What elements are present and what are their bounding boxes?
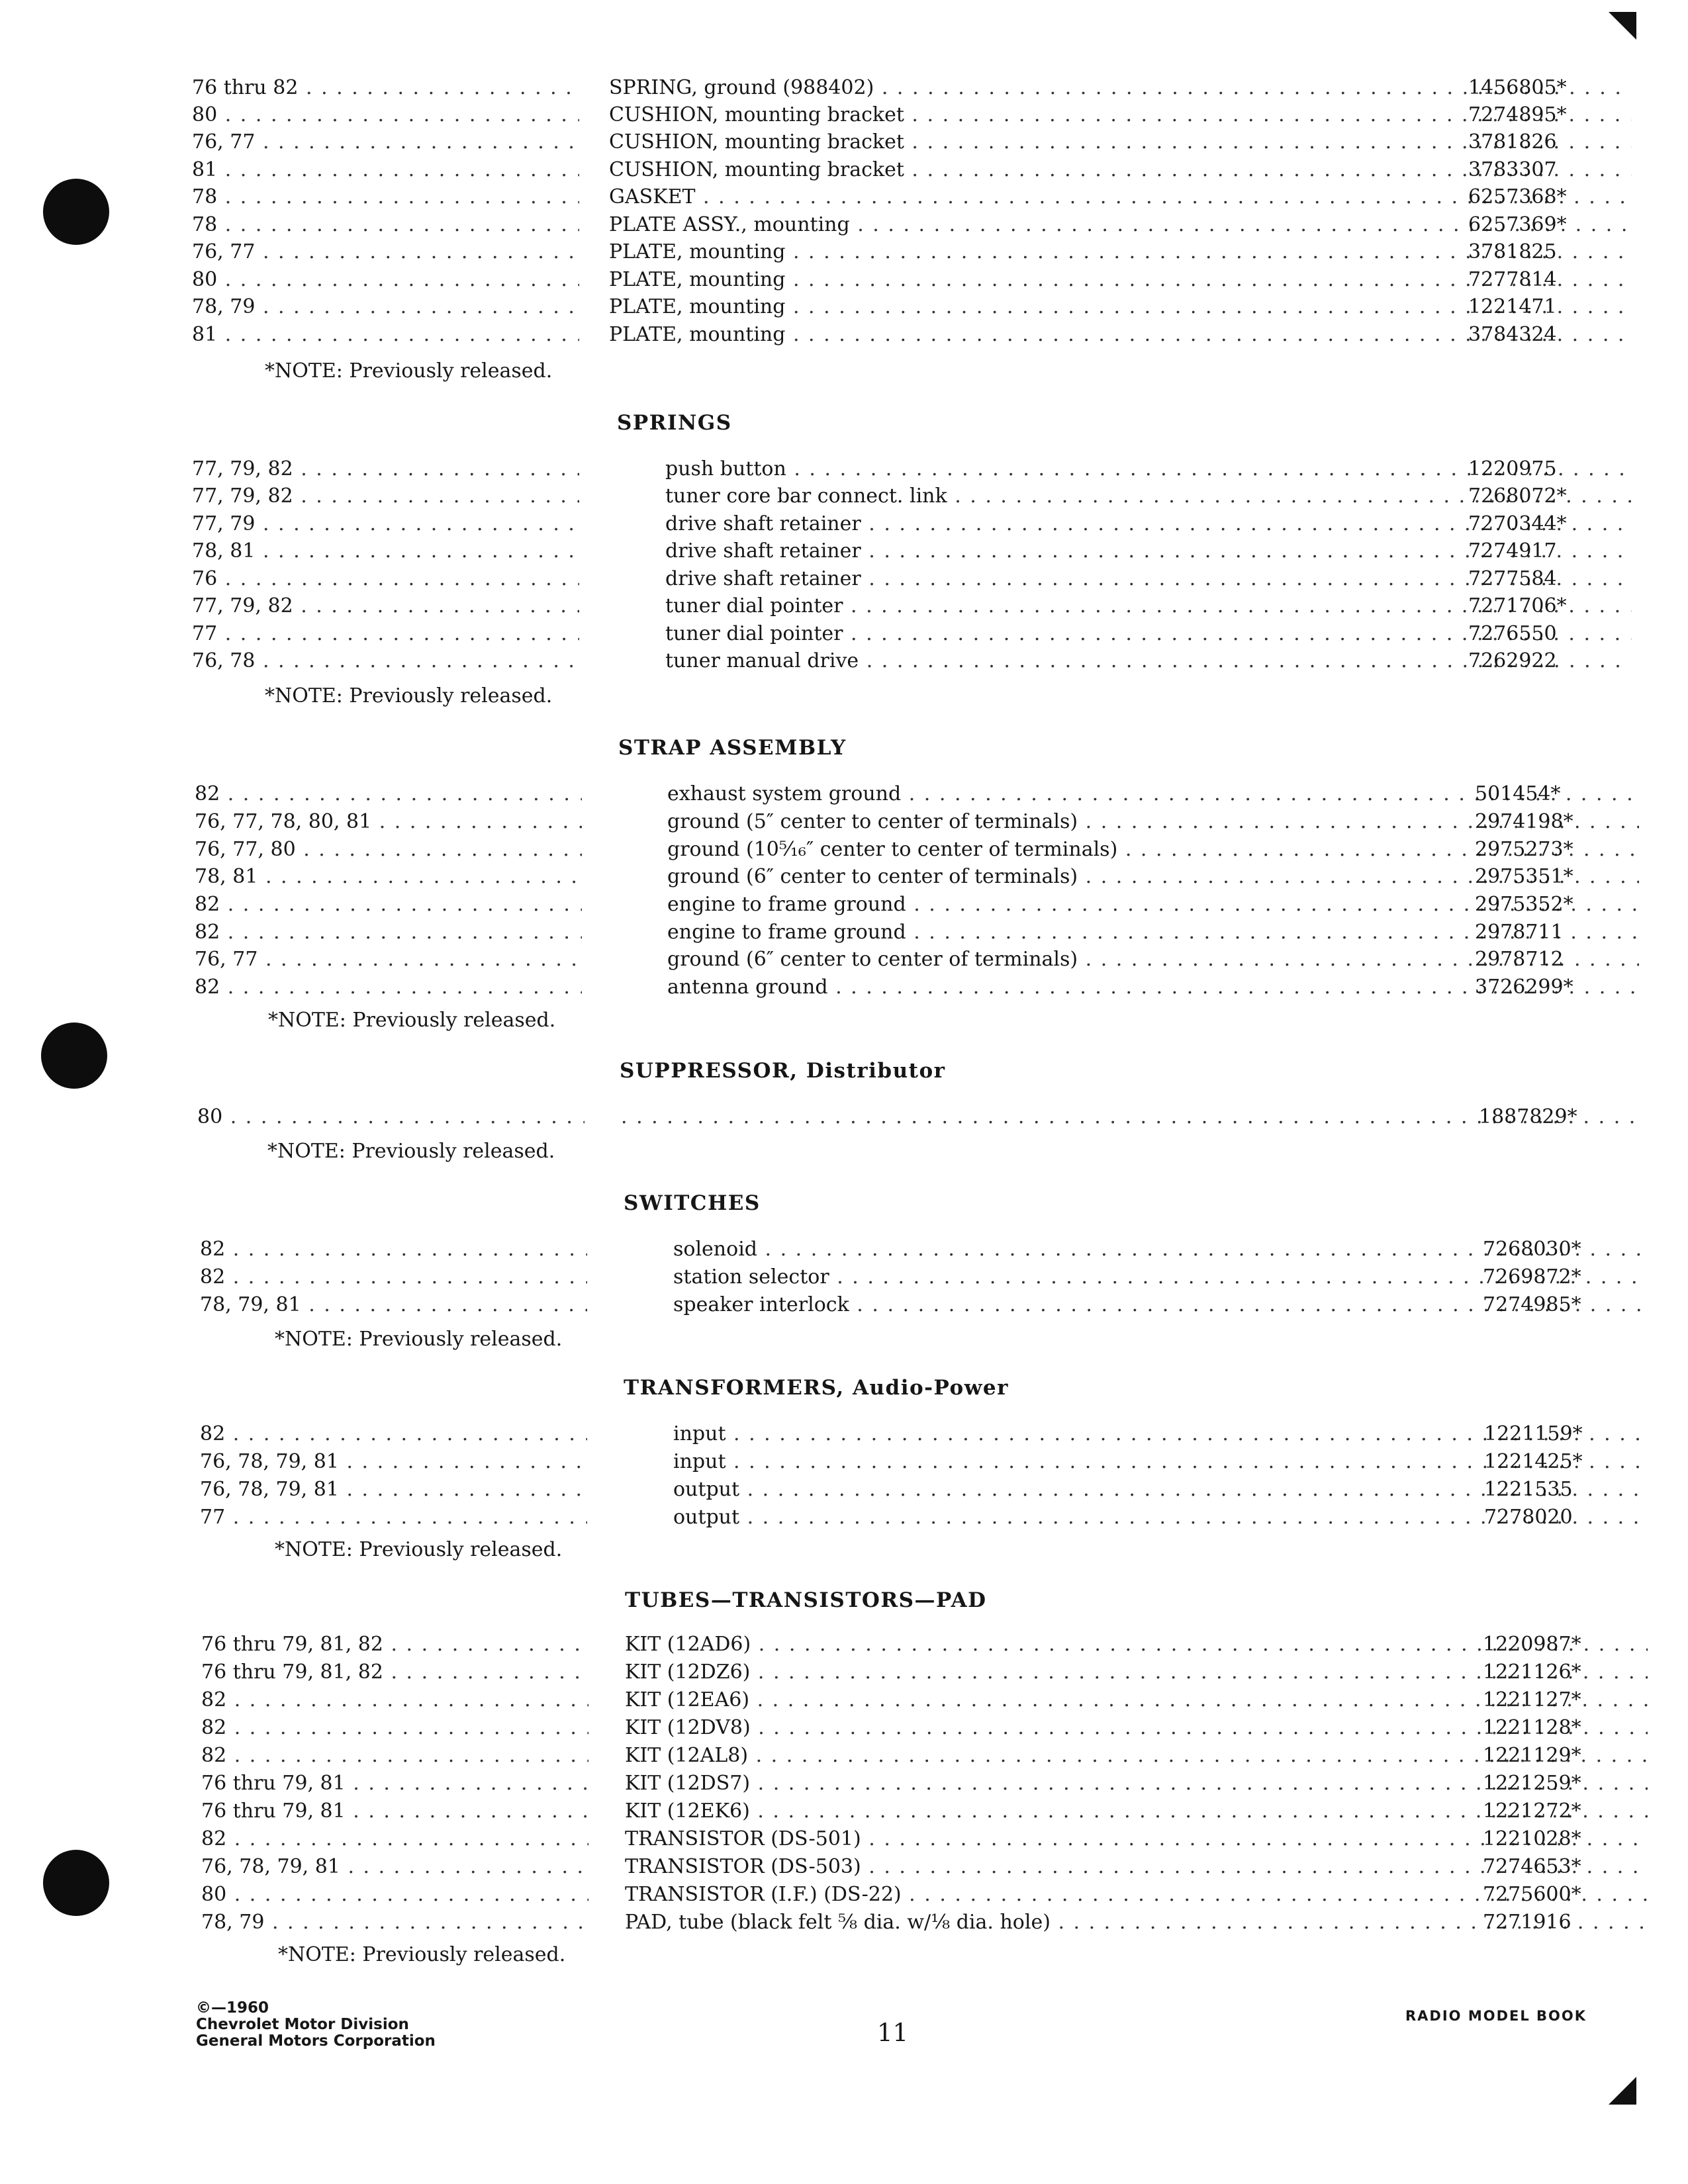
- previously-released-note: *NOTE: Previously released.: [265, 684, 553, 707]
- part-number: 7278020: [1484, 1506, 1573, 1529]
- part-number: 7275600*: [1483, 1883, 1581, 1906]
- part-number: 7277584: [1468, 567, 1557, 590]
- binder-hole: [43, 179, 109, 245]
- part-description: ground (6″ center to center of terminals) . . .: [667, 864, 1639, 890]
- part-number: 3781825: [1468, 240, 1557, 263]
- model-numbers: 78, 81 . . .: [192, 538, 579, 565]
- previously-released-note: *NOTE: Previously released.: [268, 1009, 556, 1032]
- model-numbers: 80 . . .: [201, 1882, 588, 1908]
- part-description: speaker interlock . . .: [673, 1292, 1646, 1318]
- part-description: drive shaft retainer . . .: [665, 538, 1632, 565]
- model-numbers: 76 thru 82 . . .: [192, 75, 579, 101]
- part-number: 7276550: [1468, 622, 1557, 645]
- model-numbers: 76 thru 79, 81, 82 . . .: [201, 1659, 588, 1686]
- model-numbers: 76, 77 . . .: [192, 239, 579, 265]
- model-numbers: 76 thru 79, 81 . . .: [201, 1770, 588, 1797]
- model-numbers: 77 . . .: [200, 1504, 587, 1531]
- part-description: solenoid . . .: [673, 1236, 1646, 1263]
- part-number: 1221272*: [1483, 1799, 1581, 1823]
- model-numbers: 77, 79 . . .: [192, 511, 579, 537]
- model-numbers: 82 . . .: [200, 1421, 587, 1447]
- part-description: output . . .: [673, 1477, 1646, 1503]
- part-description: TRANSISTOR (I.F.) (DS-22) . . .: [625, 1882, 1648, 1908]
- part-description: output . . .: [673, 1504, 1646, 1531]
- part-number: 1220987*: [1483, 1633, 1581, 1656]
- part-description: KIT (12DZ6) . . .: [625, 1659, 1648, 1686]
- part-description: tuner core bar connect. link . . .: [665, 483, 1632, 510]
- part-number: 3781826: [1468, 130, 1557, 154]
- part-number: 3783307: [1468, 158, 1557, 181]
- model-numbers: 76 . . .: [192, 566, 579, 592]
- previously-released-note: *NOTE: Previously released.: [275, 1538, 563, 1561]
- section-heading: TRANSFORMERS, Audio-Power: [624, 1376, 1009, 1400]
- part-description: PAD, tube (black felt ⁵⁄₈ dia. w/¹⁄₈ dia. hole) . . .: [625, 1909, 1648, 1936]
- part-description: ground (5″ center to center of terminals) . . .: [667, 809, 1639, 835]
- model-numbers: 82 . . .: [195, 891, 582, 918]
- part-number: 7274653*: [1483, 1855, 1581, 1878]
- part-number: 2978712: [1475, 948, 1564, 971]
- part-number: 7268030*: [1483, 1238, 1581, 1261]
- model-numbers: 76 thru 79, 81 . . .: [201, 1798, 588, 1825]
- part-number: 7274917: [1468, 539, 1557, 563]
- part-number: 6257369*: [1468, 213, 1567, 236]
- model-numbers: 80 . . .: [192, 267, 579, 293]
- model-numbers: 78 . . .: [192, 184, 579, 210]
- part-description: TRANSISTOR (DS-501) . . .: [625, 1826, 1648, 1852]
- model-numbers: 76, 78, 79, 81 . . .: [201, 1854, 588, 1880]
- part-number: 2974198*: [1475, 810, 1573, 833]
- previously-released-note: *NOTE: Previously released.: [267, 1140, 555, 1163]
- part-number: 1221471: [1468, 295, 1557, 318]
- part-number: 2975273*: [1475, 838, 1573, 861]
- binder-hole: [41, 1023, 107, 1089]
- part-number: 6257368*: [1468, 185, 1567, 208]
- model-numbers: 82 . . .: [201, 1743, 588, 1769]
- model-numbers: 82 . . .: [200, 1236, 587, 1263]
- model-numbers: 77, 79, 82 . . .: [192, 483, 579, 510]
- part-number: 1221129*: [1483, 1744, 1581, 1767]
- part-description: KIT (12DS7) . . .: [625, 1770, 1648, 1797]
- part-description: tuner dial pointer . . .: [665, 621, 1632, 647]
- model-numbers: 78, 79 . . .: [192, 294, 579, 320]
- part-description: tuner manual drive . . .: [665, 648, 1632, 674]
- model-numbers: 82 . . .: [201, 1826, 588, 1852]
- part-number: 7274985*: [1483, 1293, 1581, 1316]
- part-description: drive shaft retainer . . .: [665, 511, 1632, 537]
- part-description: push button . . .: [665, 456, 1632, 482]
- part-description: CUSHION, mounting bracket . . .: [609, 129, 1632, 156]
- part-description: input . . .: [673, 1449, 1646, 1475]
- model-numbers: 78, 79 . . .: [201, 1909, 588, 1936]
- model-numbers: 76, 77 . . .: [192, 129, 579, 156]
- part-number: 1221126*: [1483, 1661, 1581, 1684]
- previously-released-note: *NOTE: Previously released.: [278, 1943, 566, 1966]
- part-number: 1221128*: [1483, 1716, 1581, 1739]
- part-description: input . . .: [673, 1421, 1646, 1447]
- part-number: 7268072*: [1468, 484, 1567, 508]
- part-description: antenna ground . . .: [667, 974, 1639, 1001]
- model-numbers: 76, 78, 79, 81 . . .: [200, 1477, 587, 1503]
- model-numbers: 82 . . .: [201, 1687, 588, 1713]
- part-description: station selector . . .: [673, 1264, 1646, 1291]
- section-heading: SPRINGS: [617, 411, 732, 435]
- part-number: 7271916: [1483, 1911, 1571, 1934]
- model-numbers: 80 . . .: [192, 102, 579, 128]
- part-number: 7277814: [1468, 268, 1557, 291]
- part-description: tuner dial pointer . . .: [665, 593, 1632, 619]
- model-numbers: 76, 78, 79, 81 . . .: [200, 1449, 587, 1475]
- model-numbers: 76 thru 79, 81, 82 . . .: [201, 1631, 588, 1658]
- part-number: 1456805*: [1468, 76, 1567, 99]
- section-heading: TUBES—TRANSISTORS—PAD: [625, 1588, 987, 1612]
- model-numbers: 82 . . .: [201, 1715, 588, 1741]
- part-description: CUSHION, mounting bracket . . .: [609, 102, 1632, 128]
- part-number: 1221535: [1484, 1478, 1573, 1501]
- model-numbers: 78, 81 . . .: [195, 864, 582, 890]
- model-numbers: 76, 77, 78, 80, 81 . . .: [195, 809, 582, 835]
- part-number: 7270344*: [1468, 512, 1567, 535]
- model-numbers: 77, 79, 82 . . .: [192, 456, 579, 482]
- part-number: 2975352*: [1475, 893, 1573, 916]
- copyright-line: ©—1960: [196, 1999, 269, 2017]
- corporation-line: General Motors Corporation: [196, 2032, 436, 2050]
- model-numbers: 78, 79, 81 . . .: [200, 1292, 587, 1318]
- part-number: 3784324: [1468, 323, 1557, 346]
- model-numbers: 76, 77, 80 . . .: [195, 837, 582, 863]
- footer-credits: [196, 2000, 436, 2050]
- part-number: 1887829*: [1479, 1105, 1577, 1128]
- part-description: PLATE, mounting . . .: [609, 322, 1632, 348]
- page-number: 11: [877, 2019, 909, 2047]
- part-description: engine to frame ground . . .: [667, 919, 1639, 946]
- part-number: 7274895*: [1468, 103, 1567, 126]
- part-number: 2975351*: [1475, 865, 1573, 888]
- part-number: 1221259*: [1483, 1772, 1581, 1795]
- part-number: 1221028*: [1483, 1827, 1581, 1850]
- model-numbers: 81 . . .: [192, 322, 579, 348]
- part-number: 1221127*: [1483, 1688, 1581, 1711]
- part-description: PLATE ASSY., mounting . . .: [609, 212, 1632, 238]
- model-numbers: 76, 78 . . .: [192, 648, 579, 674]
- model-numbers: 82 . . .: [200, 1264, 587, 1291]
- part-number: 1221425*: [1484, 1450, 1583, 1473]
- part-description: KIT (12EK6) . . .: [625, 1798, 1648, 1825]
- part-description: PLATE, mounting . . .: [609, 239, 1632, 265]
- part-description: exhaust system ground . . .: [667, 781, 1639, 807]
- model-numbers: 82 . . .: [195, 974, 582, 1001]
- part-description: engine to frame ground . . .: [667, 891, 1639, 918]
- binder-hole: [43, 1850, 109, 1916]
- corner-mark-top-right: [1609, 12, 1636, 40]
- part-number: 1221159*: [1484, 1422, 1583, 1445]
- section-heading: SUPPRESSOR, Distributor: [620, 1059, 946, 1083]
- model-numbers: 80 . . .: [197, 1104, 585, 1130]
- part-description: ground (10⁵⁄₁₆″ center to center of terminals) . . .: [667, 837, 1639, 863]
- part-description: KIT (12EA6) . . .: [625, 1687, 1648, 1713]
- corner-mark-bottom-right: [1609, 2077, 1636, 2105]
- book-title: RADIO MODEL BOOK: [1405, 2008, 1587, 2024]
- part-description: PLATE, mounting . . .: [609, 294, 1632, 320]
- section-heading: SWITCHES: [624, 1191, 761, 1215]
- model-numbers: 82 . . .: [195, 781, 582, 807]
- model-numbers: 77, 79, 82 . . .: [192, 593, 579, 619]
- previously-released-note: *NOTE: Previously released.: [275, 1328, 563, 1351]
- part-description: KIT (12DV8) . . .: [625, 1715, 1648, 1741]
- division-line: Chevrolet Motor Division: [196, 2016, 409, 2033]
- part-number: 7262922: [1468, 649, 1557, 672]
- part-number: 7271706*: [1468, 594, 1567, 617]
- part-description: KIT (12AL8) . . .: [625, 1743, 1648, 1769]
- part-description: PLATE, mounting . . .: [609, 267, 1632, 293]
- model-numbers: 77 . . .: [192, 621, 579, 647]
- part-number: 1220975: [1468, 457, 1557, 480]
- part-description: ground (6″ center to center of terminals) . . .: [667, 946, 1639, 973]
- part-description: TRANSISTOR (DS-503) . . .: [625, 1854, 1648, 1880]
- model-numbers: 82 . . .: [195, 919, 582, 946]
- part-description: KIT (12AD6) . . .: [625, 1631, 1648, 1658]
- part-description: CUSHION, mounting bracket . . .: [609, 157, 1632, 183]
- part-description: drive shaft retainer . . .: [665, 566, 1632, 592]
- model-numbers: 81 . . .: [192, 157, 579, 183]
- part-number: 501454*: [1475, 782, 1561, 805]
- part-number: 3726299*: [1475, 976, 1573, 999]
- model-numbers: 78 . . .: [192, 212, 579, 238]
- part-description: SPRING, ground (988402) . . .: [609, 75, 1632, 101]
- part-description: GASKET . . .: [609, 184, 1632, 210]
- model-numbers: 76, 77 . . .: [195, 946, 582, 973]
- section-heading: STRAP ASSEMBLY: [618, 736, 847, 760]
- part-number: 2978711: [1475, 921, 1564, 944]
- previously-released-note: *NOTE: Previously released.: [265, 359, 553, 383]
- part-number: 7269872*: [1483, 1265, 1581, 1289]
